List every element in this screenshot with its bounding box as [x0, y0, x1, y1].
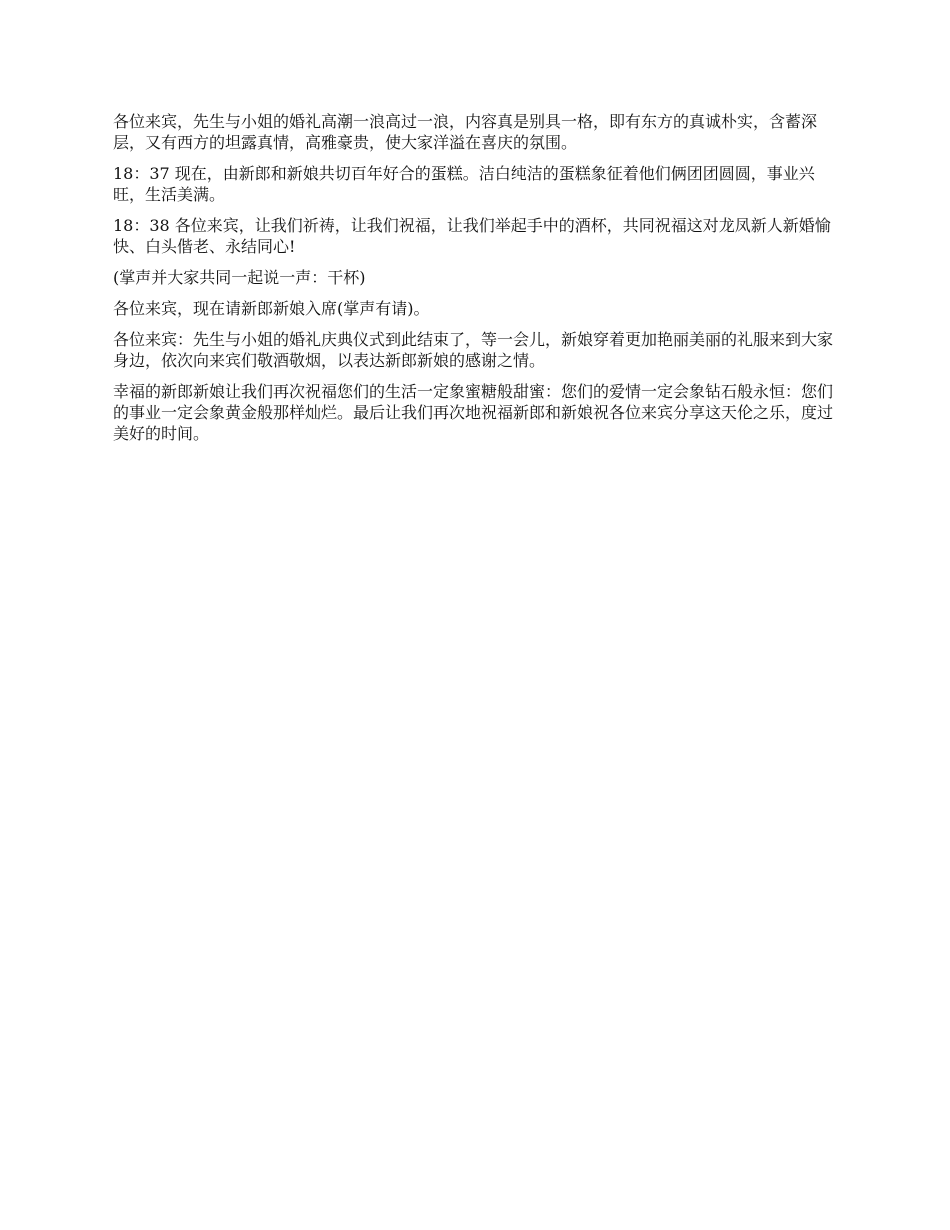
paragraph-7: 幸福的新郎新娘让我们再次祝福您们的生活一定象蜜糖般甜蜜：您们的爱情一定会象钻石般永恒：您们的事业一定会象黄金般那样灿烂。最后让我们再次地祝福新郎和新娘祝各位来宾分享这天伦之乐，度过美好的时间。	[113, 382, 834, 443]
document-body	[113, 111, 841, 454]
paragraph-6: 各位来宾：先生与小姐的婚礼庆典仪式到此结束了，等一会儿，新娘穿着更加艳丽美丽的礼服来到大家身边，依次向来宾们敬酒敬烟，以表达新郎新娘的感谢之情。	[113, 330, 834, 370]
paragraph-4: (掌声并大家共同一起说一声：干杯)	[113, 268, 366, 287]
paragraph-3: 18：38 各位来宾，让我们祈祷，让我们祝福，让我们举起手中的酒杯，共同祝福这对龙凤新人新婚愉快、白头偕老、永结同心!	[113, 216, 831, 256]
paragraph-2: 18：37 现在，由新郎和新娘共切百年好合的蛋糕。洁白纯洁的蛋糕象征着他们俩团团圆圆，事业兴旺，生活美满。	[113, 164, 815, 204]
paragraph-1: 各位来宾，先生与小姐的婚礼高潮一浪高过一浪，内容真是别具一格，即有东方的真诚朴实，含蓄深层，又有西方的坦露真情，高雅豪贵，使大家洋溢在喜庆的氛围。	[113, 112, 818, 152]
paragraph-5: 各位来宾，现在请新郎新娘入席(掌声有请)。	[113, 299, 430, 318]
